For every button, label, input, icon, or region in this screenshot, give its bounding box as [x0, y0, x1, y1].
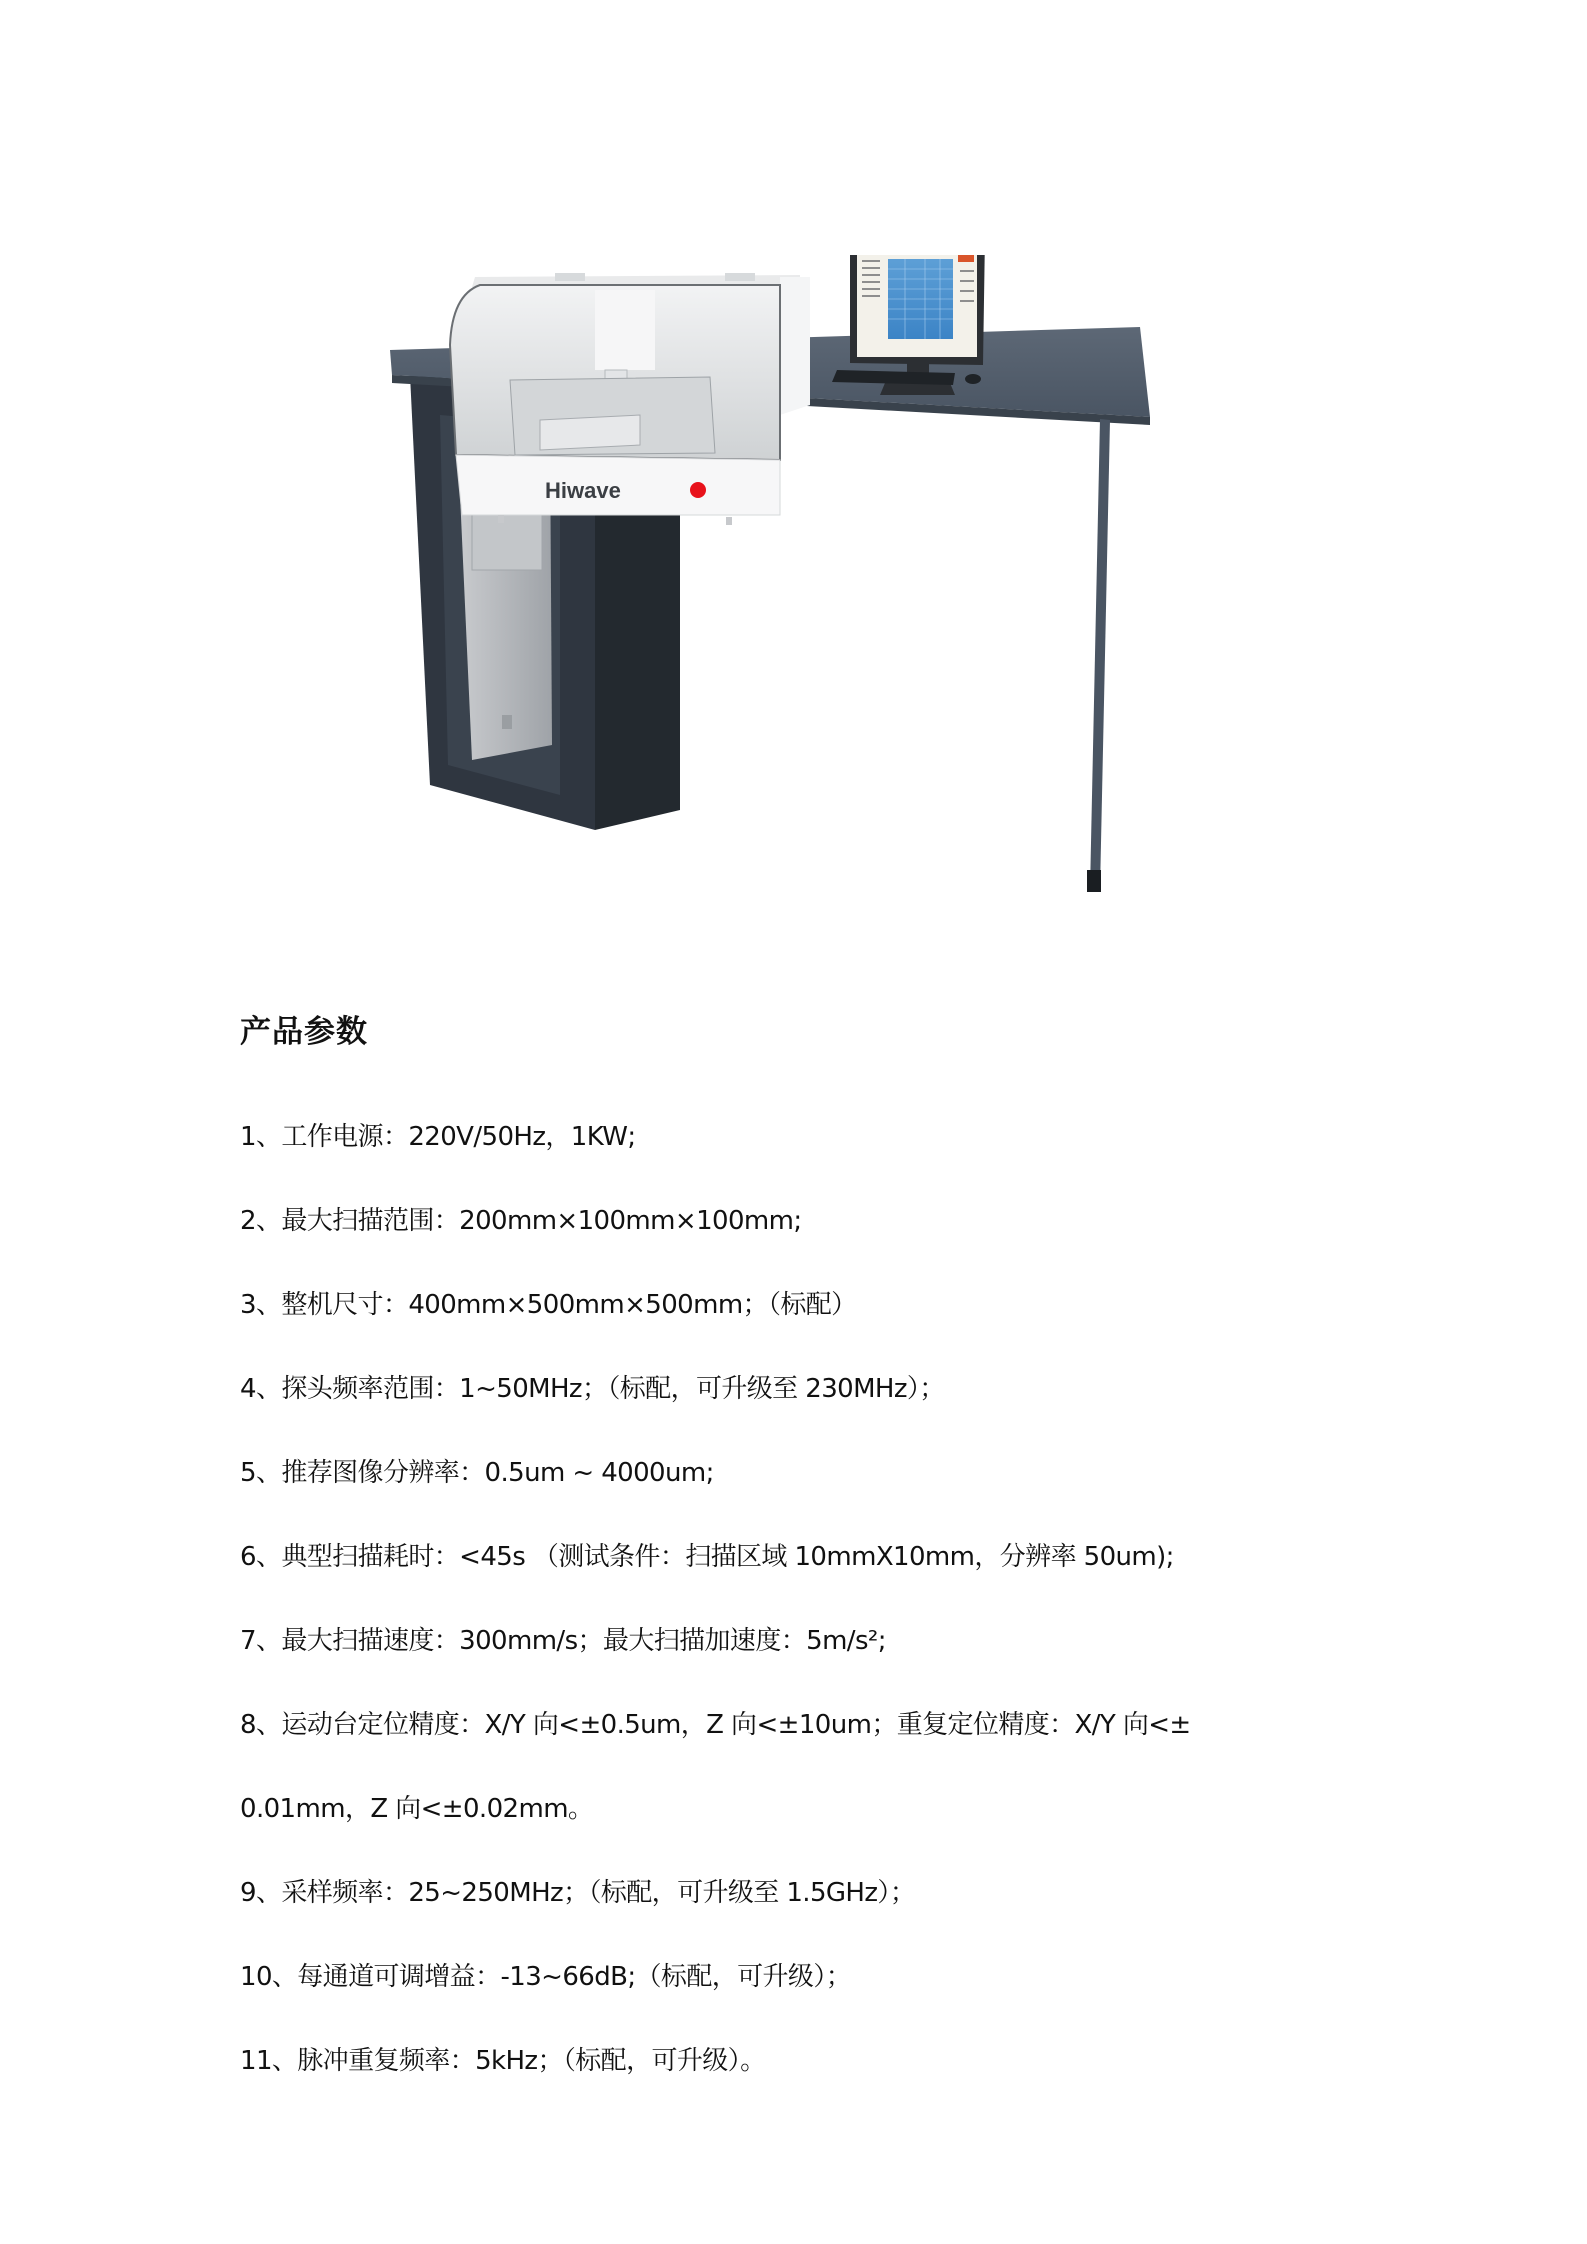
spec-item: 1、工作电源：220V/50Hz，1KW;: [240, 1122, 636, 1152]
desk-leg: [1087, 419, 1110, 892]
spec-item: 10、每通道可调增益：-13~66dB;（标配，可升级）；: [240, 1962, 852, 1992]
spec-item: 6、典型扫描耗时：<45s （测试条件：扫描区域 10mmX10mm，分辨率 50um);: [240, 1542, 1174, 1572]
brand-logo: Hiwave: [545, 478, 621, 503]
spec-item: 3、整机尺寸：400mm×500mm×500mm；（标配）: [240, 1290, 857, 1320]
spec-item: 11、脉冲重复频率：5kHz；（标配，可升级）。: [240, 2046, 766, 2076]
section-heading: 产品参数: [240, 1014, 368, 1050]
spec-item-line: 0.01mm，Z 向<±0.02mm。: [240, 1794, 594, 1824]
spec-item: 4、探头频率范围：1~50MHz；（标配，可升级至 230MHz）；: [240, 1374, 945, 1404]
spec-item: 7、最大扫描速度：300mm/s；最大扫描加速度：5m/s²;: [240, 1626, 886, 1656]
spec-item-line: 8、运动台定位精度：X/Y 向<±0.5um，Z 向<±10um；重复定位精度：X/Y 向<±: [240, 1710, 1191, 1740]
ultrasonic-scanner: [450, 273, 810, 525]
spec-item: 2、最大扫描范围：200mm×100mm×100mm;: [240, 1206, 802, 1236]
spec-list: [240, 1095, 1370, 2103]
spec-item: 5、推荐图像分辨率：0.5um ~ 4000um;: [240, 1458, 714, 1488]
mouse-icon: [965, 374, 981, 384]
spec-item: [240, 1683, 1370, 1851]
spec-item: 9、采样频率：25~250MHz；（标配，可升级至 1.5GHz）；: [240, 1878, 916, 1908]
product-photo: [380, 255, 1160, 945]
power-indicator-icon: [690, 482, 706, 498]
